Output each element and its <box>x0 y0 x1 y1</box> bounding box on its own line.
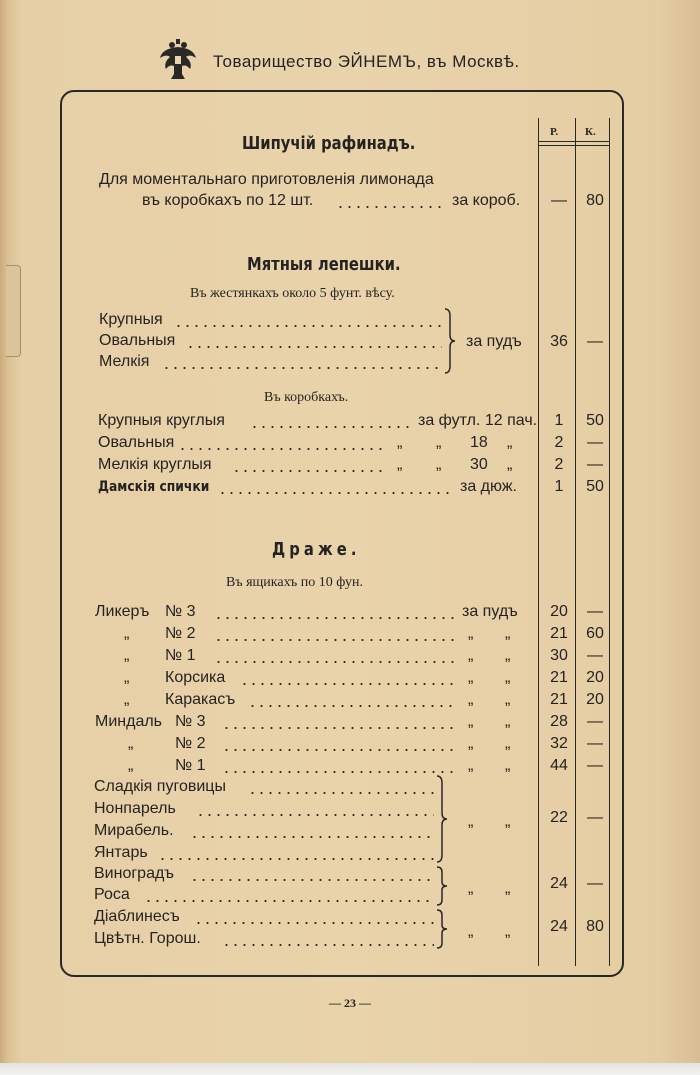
ditto-mark: „ <box>468 669 474 686</box>
leader-dots <box>248 705 456 707</box>
ditto-mark: „ <box>505 713 511 730</box>
s2-subtitle-tins: Въ жестянкахъ около 5 фунт. вѣсу. <box>190 286 395 301</box>
leader-dots <box>162 367 442 369</box>
column-rule-right <box>609 118 610 966</box>
price-kopecks: 20 <box>586 669 604 686</box>
s2-subtitle-boxes: Въ коробкахъ. <box>264 390 349 405</box>
price-rubles: 44 <box>550 757 568 774</box>
price-rubles: 21 <box>550 691 568 708</box>
price-kopecks: — <box>587 875 603 892</box>
leader-dots <box>222 944 434 946</box>
list-item: Виноградъ <box>94 865 174 882</box>
group-brace <box>436 775 448 863</box>
ditto-mark: „ <box>468 625 474 642</box>
ditto-mark: „ <box>468 757 474 774</box>
ditto-mark: „ <box>128 735 134 752</box>
column-header-rule <box>538 141 609 142</box>
leader-dots <box>194 922 434 924</box>
ditto-mark: „ <box>468 923 474 940</box>
ditto-mark: „ <box>505 923 511 940</box>
list-item: Мелкія <box>99 353 150 370</box>
list-item: Сладкія пуговицы <box>94 778 226 795</box>
price-kopecks: 60 <box>586 625 604 642</box>
ditto-mark: „ <box>505 813 511 830</box>
price-kopecks: — <box>587 735 603 752</box>
list-item: Мелкія круглыя <box>98 456 212 473</box>
column-rule-left <box>538 118 539 966</box>
price-kopecks: 80 <box>586 192 604 209</box>
list-item: Дамскія спички <box>98 479 210 495</box>
s1-unit: за короб. <box>452 192 521 209</box>
leader-dots <box>174 325 442 327</box>
ditto-mark: „ <box>505 735 511 752</box>
leader-dots <box>144 900 434 902</box>
leader-dots <box>222 771 456 773</box>
leader-dots <box>196 814 434 816</box>
ditto-mark: „ <box>505 757 511 774</box>
price-kopecks: — <box>587 647 603 664</box>
list-item: Роса <box>94 886 130 903</box>
group-brace <box>436 866 448 906</box>
price-rubles: 30 <box>550 647 568 664</box>
leader-dots <box>250 426 410 428</box>
price-rubles: 28 <box>550 713 568 730</box>
list-item: Нонпарель <box>94 800 176 817</box>
section-title-dragee: Драже. <box>272 539 361 560</box>
ditto-mark: „ <box>468 735 474 752</box>
s3-subtitle: Въ ящикахъ по 10 фун. <box>226 575 364 590</box>
price-rubles: 22 <box>550 809 568 826</box>
price-rubles: 1 <box>554 412 564 429</box>
leader-dots <box>190 879 434 881</box>
ditto-mark: „ <box>468 691 474 708</box>
price-kopecks: — <box>587 456 603 473</box>
ditto-mark: „ <box>128 757 134 774</box>
list-item: Овальныя <box>98 434 175 451</box>
price-kopecks: — <box>587 333 603 350</box>
list-item-variant: № 3 <box>165 603 196 620</box>
ditto-mark: „ <box>468 813 474 830</box>
list-item: Крупныя круглыя <box>98 412 225 429</box>
column-rule-mid <box>575 118 576 966</box>
list-item-variant: № 3 <box>175 713 206 730</box>
price-rubles: 36 <box>550 333 568 350</box>
page-number: — 23 — <box>329 996 371 1010</box>
list-item-variant: № 2 <box>165 625 196 642</box>
ditto-mark: „ <box>124 625 130 642</box>
price-kopecks: 80 <box>586 918 604 935</box>
list-item-variant: № 2 <box>175 735 206 752</box>
count-value: 18 <box>470 434 488 451</box>
section-title-fizzy-sugar: Шипучій рафинадъ. <box>242 133 416 154</box>
list-item: Янтарь <box>94 844 148 861</box>
price-kopecks: — <box>587 434 603 451</box>
s2-group-unit: за пудъ <box>466 333 522 350</box>
column-header-rule-2 <box>538 145 609 146</box>
list-item-variant: № 1 <box>175 757 206 774</box>
ditto-mark: „ <box>124 669 130 686</box>
price-kopecks: — <box>587 809 603 826</box>
unit-text: за футл. 12 пач. <box>418 412 538 429</box>
header-title: Товарищество ЭЙНЕМЪ, въ Москвѣ. <box>213 52 520 71</box>
list-item: Ликеръ <box>95 603 150 620</box>
price-kopecks: 50 <box>586 412 604 429</box>
list-item: Мирабель. <box>94 822 174 839</box>
group-brace <box>436 909 448 949</box>
list-item: Овальныя <box>99 332 176 349</box>
leader-dots <box>186 346 442 348</box>
price-rubles: 32 <box>550 735 568 752</box>
price-kopecks: — <box>587 713 603 730</box>
ditto-mark: „ <box>468 713 474 730</box>
list-item-variant: № 1 <box>165 647 196 664</box>
ditto-mark: „ <box>397 456 403 473</box>
leader-dots <box>214 617 456 619</box>
page-header <box>158 36 538 82</box>
price-rubles: 21 <box>550 625 568 642</box>
ditto-mark: „ <box>505 691 511 708</box>
column-header-k: К. <box>585 126 596 138</box>
column-header-r: Р. <box>550 126 559 138</box>
binding-tab <box>6 265 21 357</box>
price-rubles: 21 <box>550 669 568 686</box>
leader-dots <box>222 749 456 751</box>
ditto-mark: „ <box>507 434 513 451</box>
unit-text: за дюж. <box>460 478 517 495</box>
leader-dots <box>158 858 434 860</box>
double-eagle-emblem-icon <box>158 38 198 80</box>
price-rubles: 24 <box>550 918 568 935</box>
price-rubles: 24 <box>550 875 568 892</box>
list-item-variant: Корсика <box>165 669 226 686</box>
ditto-mark: „ <box>124 691 130 708</box>
price-rubles: 20 <box>550 603 568 620</box>
s1-line2: въ коробкахъ по 12 шт. <box>142 192 314 209</box>
ditto-mark: „ <box>507 456 513 473</box>
count-value: 30 <box>470 456 488 473</box>
section-title-mint-lozenges: Мятныя лепешки. <box>247 254 401 275</box>
price-kopecks: 50 <box>586 478 604 495</box>
price-rubles: 1 <box>554 478 564 495</box>
leader-dots <box>336 206 446 208</box>
ditto-mark: „ <box>505 647 511 664</box>
leader-dots <box>214 661 456 663</box>
ditto-mark: „ <box>505 669 511 686</box>
list-item-variant: Каракасъ <box>165 691 236 708</box>
price-kopecks: 20 <box>586 691 604 708</box>
price-kopecks: — <box>587 757 603 774</box>
price-kopecks: — <box>587 603 603 620</box>
leader-dots <box>178 448 388 450</box>
ditto-mark: „ <box>505 880 511 897</box>
unit-text: за пудъ <box>462 603 518 620</box>
leader-dots <box>214 639 456 641</box>
ditto-mark: „ <box>124 647 130 664</box>
ditto-mark: „ <box>436 434 442 451</box>
ditto-mark: „ <box>436 456 442 473</box>
leader-dots <box>248 792 434 794</box>
price-rubles: 2 <box>554 456 564 473</box>
list-item: Цвѣтн. Горош. <box>94 930 201 947</box>
list-item: Крупныя <box>99 311 163 328</box>
ditto-mark: „ <box>397 434 403 451</box>
price-rubles: — <box>551 192 567 209</box>
list-item: Миндаль <box>95 713 163 730</box>
s1-line1: Для моментальнаго приготовленія лимонада <box>99 171 434 188</box>
leader-dots <box>232 470 388 472</box>
ditto-mark: „ <box>505 625 511 642</box>
group-brace <box>444 308 456 374</box>
ditto-mark: „ <box>468 647 474 664</box>
leader-dots <box>222 727 456 729</box>
list-item: Діаблинесъ <box>94 908 180 925</box>
leader-dots <box>240 683 456 685</box>
ditto-mark: „ <box>468 880 474 897</box>
leader-dots <box>190 836 434 838</box>
leader-dots <box>218 492 454 494</box>
scan-margin <box>0 1063 700 1075</box>
price-rubles: 2 <box>554 434 564 451</box>
